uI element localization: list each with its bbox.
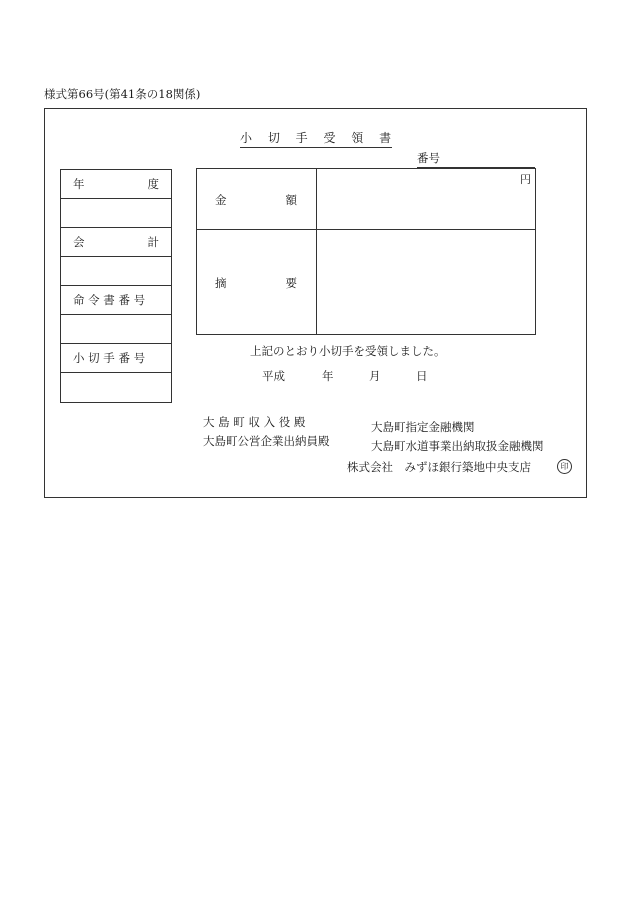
addressee-public-enterprise: 大島町公営企業出納員殿 xyxy=(203,434,330,448)
accounting-label: 会 計 xyxy=(61,228,171,257)
left-info-table xyxy=(60,169,172,403)
designated-institution: 大島町指定金融機関 xyxy=(371,420,475,434)
order-number-label: 命 令 書 番 号 xyxy=(61,286,171,315)
fiscal-year-value-cell xyxy=(61,199,171,228)
form-number-label: 様式第66号(第41条の18関係) xyxy=(44,87,201,101)
summary-label: 摘 要 xyxy=(215,276,297,290)
date-year: 年 xyxy=(322,369,334,383)
addressee-treasurer: 大 島 町 収 入 役 殿 xyxy=(203,415,306,429)
amount-summary-table xyxy=(196,168,536,335)
accounting-value-cell xyxy=(61,257,171,286)
date-era: 平成 xyxy=(262,369,285,383)
fiscal-year-label: 年 度 xyxy=(61,170,171,199)
check-number-label: 小 切 手 番 号 xyxy=(61,344,171,373)
order-number-value-cell xyxy=(61,315,171,344)
date-month: 月 xyxy=(369,369,381,383)
document-title: 小 切 手 受 領 書 xyxy=(240,129,392,148)
table-divider-vertical xyxy=(316,169,317,334)
waterworks-institution: 大島町水道事業出納取扱金融機関 xyxy=(371,439,544,453)
yen-unit: 円 xyxy=(520,173,531,186)
table-divider-horizontal xyxy=(197,229,535,230)
check-number-value-cell xyxy=(61,373,171,402)
date-day: 日 xyxy=(416,369,428,383)
receipt-statement: 上記のとおり小切手を受領しました。 xyxy=(250,344,446,358)
bank-name: 株式会社 みずほ銀行築地中央支店 xyxy=(347,460,531,474)
amount-label: 金 額 xyxy=(215,193,297,207)
seal-icon: 印 xyxy=(557,459,572,474)
number-field-label: 番号 xyxy=(417,150,535,168)
